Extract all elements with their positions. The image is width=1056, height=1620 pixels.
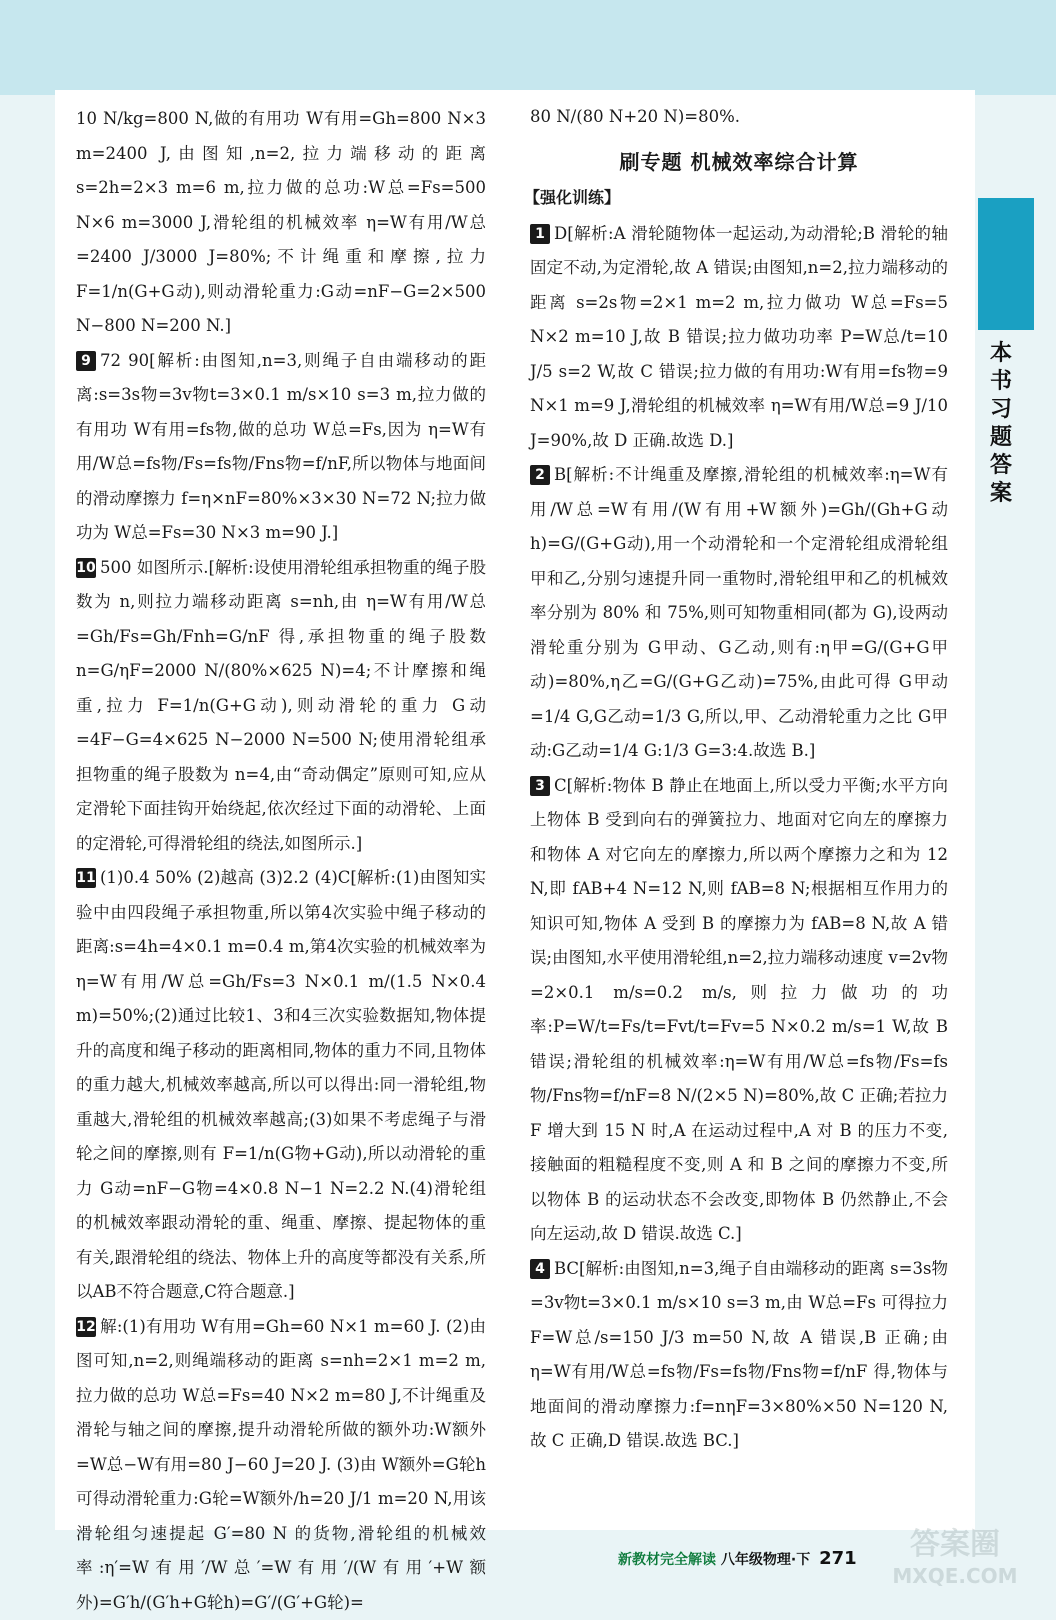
question-number-badge: 11 [76,868,96,888]
question-number-badge: 10 [76,558,96,578]
page-number: 271 [819,1548,857,1569]
question-number-badge: 2 [530,465,550,485]
watermark-url: MXQE.COM [860,1565,1050,1587]
answer-10-text: 500 如图所示.[解析:设使用滑轮组承担物重的绳子股数为 n,则拉力端移动距离 s=nh,由 η=W有用/W总=Gh/Fs=Gh/Fnh=G/nF 得,承担物重的绳子股数 n=G/ηF=2000 N/(80%×625 N)=4;不计摩擦和绳重,拉力 F=1/n(G+G动),则动滑轮的重力 G动=4F−G=4×625 N−2000 N=500 N;使用滑轮组承担物重的绳子股数为 n=4,由“奇动偶定”原则可知,应从定滑轮下面挂钩开始绕起,依次经过下面的动滑轮、上面的定滑轮,可得滑轮组的绕法,如图所示.] [76,558,486,853]
watermark [860,1525,1050,1595]
answer-3-text: C[解析:物体 B 静止在地面上,所以受力平衡;水平方向上物体 B 受到向右的弹簧拉力、地面对它向左的摩擦力和物体 A 对它向左的摩擦力,所以两个摩擦力之和为 12 N,即 fAB+4 N=12 N,则 fAB=8 N;根据相互作用力的知识可知,物体 A 受到 B 的摩擦力为 fAB=8 N,故 A 错误;由图知,水平使用滑轮组,n=2,拉力端移动速度 v=2v物=2×0.1 m/s=0.2 m/s,则拉力做功的功率:P=W/t=Fs/t=Fvt/t=Fv=5 N×0.2 m/s=1 W,故 B 错误;滑轮组的机械效率:η=W有用/W总=fs物/Fs=fs物/Fns物=f/nF=8 N/(2×5 N)=80%,故 C 正确;若拉力 F 增大到 15 N 时,A 在运动过程中,A 对 B 的压力不变,接触面的粗糙程度不变,则 A 和 B 之间的摩擦力不变,所以物体 B 的运动状态不会改变,即物体 B 仍然静止,不会向左运动,故 D 错误.故选 C.] [530,776,948,1244]
answer-1-text: D[解析:A 滑轮随物体一起运动,为动滑轮;B 滑轮的轴固定不动,为定滑轮,故 A 错误;由图知,n=2,拉力端移动的距离 s=2s物=2×1 m=2 m,拉力做功 W总=Fs=5 N×2 m=10 J,故 B 错误;拉力做功功率 P=W总/t=10 J/5 s=2 W,故 C 错误;拉力做的有用功:W有用=fs物=9 N×1 m=9 J,滑轮组的机械效率 η=W有用/W总=9 J/10 J=90%,故 D 正确.故选 D.] [530,224,948,450]
question-number-badge: 3 [530,776,550,796]
section-subtitle: 【强化训练】 [524,183,948,213]
answer-12 [76,1310,486,1620]
answer-11-text: (1)0.4 50% (2)越高 (3)2.2 (4)C[解析:(1)由图知实验中由四段绳子承担物重,所以第4次实验中绳子移动的距离:s=4h=4×0.1 m=0.4 m,第4次实验的机械效率为 η=W有用/W总=Gh/Fs=3 N×0.1 m/(1.5 N×0.4 m)=50%;(2)通过比较1、3和4三次实验数据知,物体提升的高度和绳子移动的距离相同,物体的重力不同,且物体的重力越大,机械效率越高,所以可以得出:同一滑轮组,物重越大,滑轮组的机械效率越高;(3)如果不考虑绳子与滑轮之间的摩擦,则有 F=1/n(G物+G动),所以动滑轮的重力 G动=nF−G物=4×0.8 N−1 N=2.2 N.(4)滑轮组的机械效率跟动滑轮的重、绳重、摩擦、提起物体的重有关,跟滑轮组的绕法、物体上升的高度等都没有关系,所以AB不符合题意,C符合题意.] [76,868,486,1301]
page-footer [618,1548,857,1569]
answer-4 [530,1252,948,1459]
watermark-text: 答案圈 [860,1525,1050,1565]
section-title: 刷专题 机械效率综合计算 [530,145,948,179]
question-number-badge: 1 [530,224,550,244]
side-label: 本书习题答案 [986,340,1016,508]
question-number-badge: 9 [76,351,96,371]
top-color-band [0,0,1056,95]
answer-12-continuation: 80 N/(80 N+20 N)=80%. [530,100,948,135]
answer-2-text: B[解析:不计绳重及摩擦,滑轮组的机械效率:η=W有用/W总=W有用/(W有用+W额外)=Gh/(Gh+G动h)=G/(G+G动),用一个动滑轮和一个定滑轮组成滑轮组甲和乙,分别匀速提升同一重物时,滑轮组甲和乙的机械效率分别为 80% 和 75%,则可知物重相同(都为 G),设两动滑轮重分别为 G甲动、G乙动,则有:η甲=G/(G+G甲动)=80%,η乙=G/(G+G乙动)=75%,由此可得 G甲动=1/4 G,G乙动=1/3 G,所以,甲、乙动滑轮重力之比 G甲动:G乙动=1/4 G:1/3 G=3:4.故选 B.] [530,465,948,760]
answer-1 [530,217,948,459]
question-number-badge: 4 [530,1259,550,1279]
answer-2 [530,458,948,769]
answer-12-text: 解:(1)有用功 W有用=Gh=60 N×1 m=60 J. (2)由图可知,n=2,则绳端移动的距离 s=nh=2×1 m=2 m,拉力做的总功 W总=Fs=40 N×2 m=80 J,不计绳重及滑轮与轴之间的摩擦,提升动滑轮所做的额外功:W额外=W总−W有用=80 J−60 J=20 J. (3)由 W额外=G轮h 可得动滑轮重力:G轮=W额外/h=20 J/1 m=20 N,用该滑轮组匀速提起 G′=80 N 的货物,滑轮组的机械效率:η′=W有用′/W总′=W有用′/(W有用′+W额外)=G′h/(G′h+G轮h)=G′/(G′+G轮)= [76,1317,486,1612]
answer-9 [76,344,486,551]
right-column [530,100,948,1459]
side-tab [978,198,1034,330]
left-column [76,102,486,1620]
footer-grade: 八年级物理·下 [721,1552,810,1568]
answer-9-text: 72 90[解析:由图知,n=3,则绳子自由端移动的距离:s=3s物=3v物t=3×0.1 m/s×10 s=3 m,拉力做的有用功 W有用=fs物,做的总功 W总=Fs,因为 η=W有用/W总=fs物/Fs=fs物/Fns物=f/nF,所以物体与地面间的滑动摩擦力 f=η×nF=80%×3×30 N=72 N;拉力做功为 W总=Fs=30 N×3 m=90 J.] [76,351,486,543]
footer-series: 新教材完全解读 [618,1552,716,1568]
answer-11 [76,861,486,1310]
answer-10 [76,551,486,862]
answer-3 [530,769,948,1252]
answer-8-continuation: 10 N/kg=800 N,做的有用功 W有用=Gh=800 N×3 m=2400 J,由图知,n=2,拉力端移动的距离 s=2h=2×3 m=6 m,拉力做的总功:W总=Fs=500 N×6 m=3000 J,滑轮组的机械效率 η=W有用/W总=2400 J/3000 J=80%;不计绳重和摩擦,拉力 F=1/n(G+G动),则动滑轮重力:G动=nF−G=2×500 N−800 N=200 N.] [76,102,486,344]
answer-4-text: BC[解析:由图知,n=3,绳子自由端移动的距离 s=3s物=3v物t=3×0.1 m/s×10 s=3 m,由 W总=Fs 可得拉力 F=W总/s=150 J/3 m=50 N,故 A 错误,B 正确;由 η=W有用/W总=fs物/Fs=fs物/Fns物=f/nF 得,物体与地面间的滑动摩擦力:f=nηF=3×80%×50 N=120 N,故 C 正确,D 错误.故选 BC.] [530,1259,948,1451]
question-number-badge: 12 [76,1317,96,1337]
